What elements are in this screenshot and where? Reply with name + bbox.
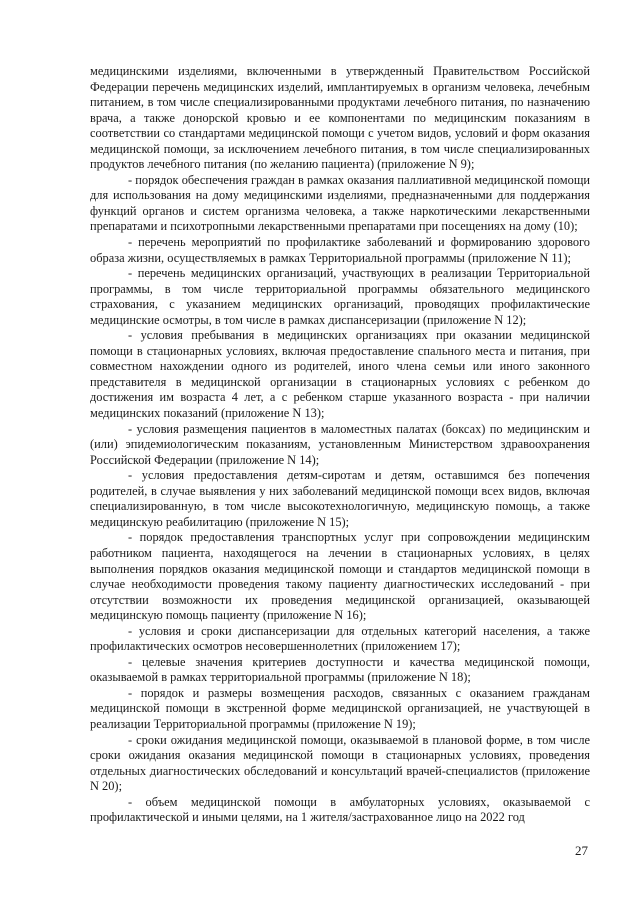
list-item: - порядок и размеры возмещения расходов, связанных с оказанием гражданам медицинской помощи в экстренной форме медицинской организацией, не участвующей в реализации Территориальной программы (приложение N 19);	[90, 685, 590, 731]
list-item: - целевые значения критериев доступности и качества медицинской помощи, оказываемой в рамках территориальной программы (приложение N 18);	[90, 654, 590, 685]
paragraph-continuation: медицинскими изделиями, включенными в утвержденный Правительством Российской Федерации перечень медицинских изделий, имплантируемых в организм человека, лечебным питанием, в том числе специализированными продуктами лечебного питания, по назначению врача, а также донорской кровью и ее компонентами по медицинским показаниям в соответствии со стандартами медицинской помощи с учетом видов, условий и форм оказания медицинской помощи, за исключением лечебного питания, в том числе специализированных продуктов лечебного питания (по желанию пациента) (приложение N 9);	[90, 64, 590, 172]
list-item: - перечень медицинских организаций, участвующих в реализации Территориальной программы, в том числе территориальной программы обязательного медицинского страхования, с указанием медицинских организаций, проводящих профилактические медицинские осмотры, в том числе в рамках диспансеризации (приложение N 12);	[90, 266, 590, 327]
list-item: - порядок предоставления транспортных услуг при сопровождении медицинским работником пациента, находящегося на лечении в стационарных условиях, в целях выполнения порядков оказания медицинской помощи и стандартов медицинской помощи в случае необходимости проведения такому пациенту диагностических исследований - при отсутствии возможности их проведения медицинской организацией, оказывающей медицинскую помощь пациенту (приложение N 16);	[90, 530, 590, 623]
page-number: 27	[575, 843, 588, 858]
list-item: - условия и сроки диспансеризации для отдельных категорий населения, а также профилактических осмотров несовершеннолетних (приложением 17);	[90, 623, 590, 654]
list-item: - сроки ожидания медицинской помощи, оказываемой в плановой форме, в том числе сроки ожидания оказания медицинской помощи в стационарных условиях, проведения отдельных диагностических обследований и консультаций врачей-специалистов (приложение N 20);	[90, 732, 590, 794]
list-item: - объем медицинской помощи в амбулаторных условиях, оказываемой с профилактической и иными целями, на 1 жителя/застрахованное лицо на 2022 год	[90, 794, 590, 825]
list-item: - условия предоставления детям-сиротам и детям, оставшимся без попечения родителей, в случае выявления у них заболеваний медицинской помощи всех видов, включая специализированную, в том числе высокотехнологичную, медицинскую помощь, а также медицинскую реабилитацию (приложение N 15);	[90, 468, 590, 529]
document-body	[90, 64, 590, 826]
list-item: - условия размещения пациентов в маломестных палатах (боксах) по медицинским и (или) эпидемиологическим показаниям, установленным Министерством здравоохранения Российской Федерации (приложение N 14);	[90, 421, 590, 467]
list-item: - условия пребывания в медицинских организациях при оказании медицинской помощи в стационарных условиях, включая предоставление спального места и питания, при совместном нахождении одного из родителей, иного члена семьи или иного законного представителя в медицинской организации в стационарных условиях с ребенком до достижения им возраста 4 лет, а с ребенком старше указанного возраста - при наличии медицинских показаний (приложение N 13);	[90, 328, 590, 421]
list-item: - порядок обеспечения граждан в рамках оказания паллиативной медицинской помощи для использования на дому медицинскими изделиями, предназначенными для поддержания функций органов и систем организма человека, а также наркотическими лекарственными препаратами и психотропными лекарственными препаратами при посещениях на дому (10);	[90, 172, 590, 234]
list-item: - перечень мероприятий по профилактике заболеваний и формированию здорового образа жизни, осуществляемых в рамках Территориальной программы (приложение N 11);	[90, 235, 590, 265]
